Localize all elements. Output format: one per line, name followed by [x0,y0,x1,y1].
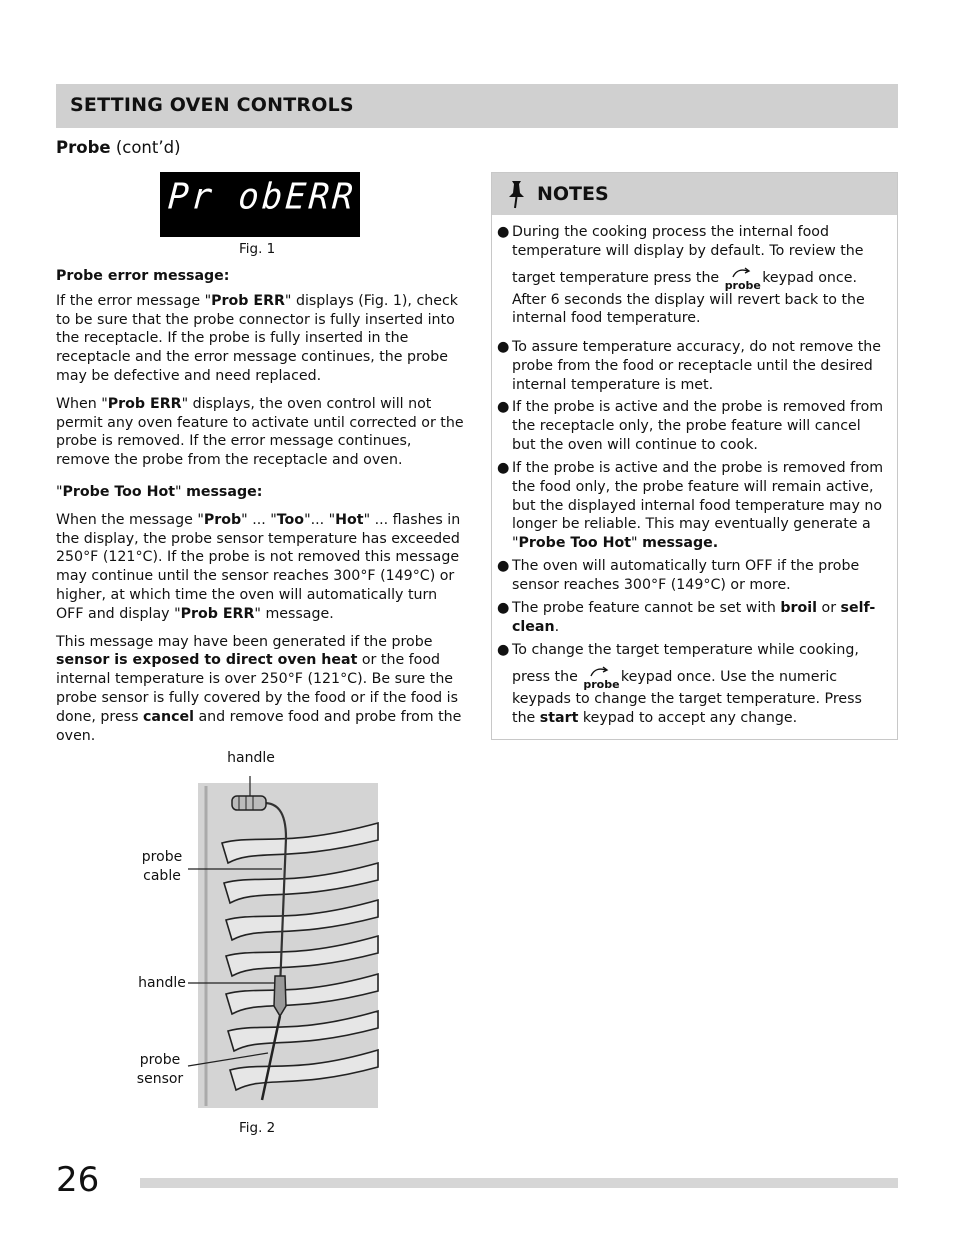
text-run: If the probe is active and the probe is removed from the food only, the probe feature will remain active, but the displayed internal food temperature may no longer be reliable. This may eventually generate a " [512,460,884,552]
note-text-line [512,690,887,728]
text-run: keypad to accept any change. [578,709,798,726]
text-run-bold: self-clean [512,600,876,635]
text-run: and remove food and probe from the oven. [56,708,462,744]
text-run: The probe feature cannot be set with [512,600,781,616]
probe-error-section [56,267,464,470]
text-run: During the cooking process the internal food temperature will display by default. To review the [512,224,864,259]
page-number: 26 [56,1160,100,1200]
text-run: To change the target temperature while cooking, [512,642,859,658]
probe-keypad-label: probe [583,677,620,691]
text-run-bold: Prob ERR [107,395,182,412]
text-run-bold: start [539,709,579,726]
pushpin-icon [506,179,528,209]
label-line: probe [139,1052,181,1068]
text-run: " ... flashes in the display, the probe sensor temperature has exceeded 250°F (121°C). If the probe is not removed this message may continue until the sensor reaches 300°F (149°C) or higher, at which time the oven will automatically turn OFF and display " [56,511,461,622]
text-run: " message. [254,605,334,622]
text-run: keypads to change the target temperature. Press the [512,690,862,726]
note-text [512,459,887,553]
text-run: . [554,618,560,635]
text-run-bold: Prob [203,511,242,528]
subsection-title [56,138,181,157]
text-run: or the food internal temperature is over 250°F (121°C). Be sure the probe sensor is fully covered by the food or if the food is done, press [56,652,459,725]
text-run-bold: Prob ERR [180,605,255,622]
text-run: target temperature press the [512,269,720,286]
notes-header [492,173,897,215]
text-run: " [175,484,187,500]
probe-too-hot-paragraph-1 [56,511,464,624]
text-run: " displays, the oven control will not permit any oven feature to activate until corrected or the probe is removed. If the error message continues, remove the probe from the receptacle and oven. [56,395,464,469]
subtitle-rest: (cont’d) [110,138,181,157]
label-line: probe [141,849,183,865]
note-text [512,641,887,727]
note-text [512,599,887,637]
bullet: ● [497,224,510,240]
bullet: ● [497,460,510,476]
label-handle-mid: handle [138,975,186,991]
label-probe-cable [132,848,192,886]
text-run: After 6 seconds the display will revert back to the internal food temperature. [512,291,865,327]
section-title: SETTING OVEN CONTROLS [70,94,354,116]
label-line: cable [143,868,181,884]
bullet: ● [497,399,510,415]
fig1-caption: Fig. 1 [239,241,276,257]
probe-error-paragraph-2 [56,395,464,470]
probe-too-hot-section [56,483,464,745]
text-run: "... " [304,511,336,528]
text-run: " displays (Fig. 1), check to be sure that the probe connector is fully inserted into the receptacle. If the probe is fully inserted in the receptacle and the error message continues, the probe may be defective and need replaced. [56,292,458,384]
note-inline-line [512,666,887,691]
label-line: sensor [136,1071,184,1087]
bullet: ● [497,600,510,616]
text-run: " [631,535,643,552]
text-run: keypad once. [762,269,857,286]
text-run-bold: Too [276,511,305,528]
note-text: If the probe is active and the probe is removed from the receptacle only, the probe feature will cancel but the oven will continue to cook. [512,399,884,453]
probe-connector [232,796,266,810]
lcd-display [160,172,360,237]
text-run-bold: broil [780,600,817,616]
notes-box [491,172,898,740]
text-run: If the error message " [56,292,212,309]
lcd-display-text: Pr obERR [166,176,358,218]
probe-keypad-label: probe [724,278,761,292]
section-header [56,84,898,128]
note-text: The oven will automatically turn OFF if the probe sensor reaches 300°F (149°C) or more. [512,558,860,593]
label-probe-sensor [130,1051,190,1089]
text-run-bold: cancel [142,708,194,725]
text-run-bold: sensor is exposed to direct oven heat [56,652,358,669]
probe-error-paragraph-1 [56,292,464,386]
text-run-bold: Probe Too Hot [62,484,176,500]
text-run: When the message " [56,511,204,528]
text-run: When " [56,395,108,412]
probe-handle [274,976,286,1016]
text-run-bold: Prob ERR [211,292,285,309]
notes-title: NOTES [537,183,609,205]
probe-error-heading: Probe error message: [56,268,230,284]
bullet: ● [497,339,510,355]
note-text [512,223,887,328]
note-inline-line [512,267,887,292]
probe-too-hot-paragraph-2 [56,633,464,746]
text-run-bold: message: [186,484,263,500]
text-run: press the [512,668,578,685]
probe-keypad-icon [582,666,620,691]
probe-keypad-icon [724,267,761,292]
text-run-bold: Probe Too Hot [518,535,632,552]
text-run: keypad once. Use the numeric [620,668,838,685]
probe-too-hot-heading [56,483,464,502]
text-run: " ... " [241,511,277,528]
note-text: To assure temperature accuracy, do not remove the probe from the food or receptacle until the desired internal temperature is met. [512,339,881,393]
text-run: " [56,484,63,500]
label-handle-top: handle [227,750,275,766]
footer-bar [140,1178,898,1188]
bullet: ● [497,558,510,574]
text-run-bold: Hot [335,511,364,528]
subtitle-bold: Probe [56,138,111,157]
text-run: This message may have been generated if the probe [56,633,433,650]
text-run: or [817,600,841,616]
fig2-caption: Fig. 2 [239,1120,276,1136]
bullet: ● [497,642,510,658]
text-run-bold: message. [642,535,719,552]
